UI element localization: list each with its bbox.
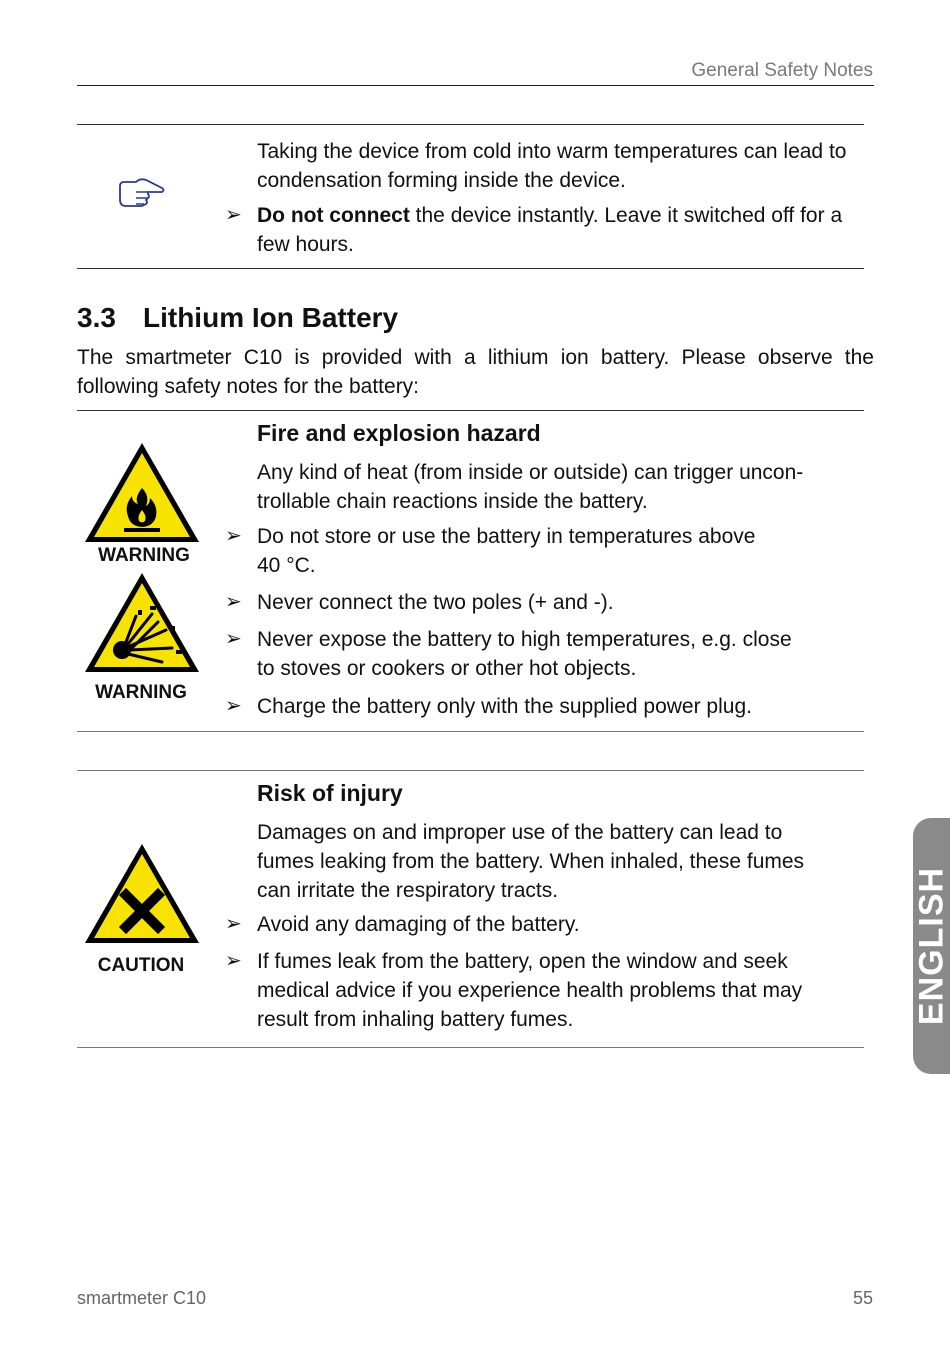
fire-block-text — [257, 458, 857, 516]
explosive-warning-icon — [82, 570, 202, 678]
warning-label-fire: WARNING — [98, 545, 190, 566]
fire-bullet-4 — [225, 692, 845, 722]
bullet-line: If fumes leak from the battery, open the window and seek — [257, 950, 788, 973]
fire-text-line-2: trollable chain reactions inside the battery. — [257, 490, 648, 513]
fire-bullet-3 — [225, 625, 845, 685]
injury-text-line: fumes leaking from the battery. When inhaled, these fumes — [257, 850, 805, 873]
injury-bullet-1 — [225, 910, 845, 940]
bullet-line: result from inhaling battery fumes. — [257, 1008, 574, 1031]
arrow-bullet-icon: ➢ — [225, 591, 242, 613]
bullet-line: Avoid any damaging of the battery. — [257, 913, 580, 936]
language-tab — [913, 818, 950, 1074]
bullet-line: medical advice if you experience health problems that may — [257, 979, 803, 1002]
note-text: Taking the device from cold into warm temperatures can lead to condensation forming inside the device. — [257, 140, 847, 192]
arrow-bullet-icon: ➢ — [225, 695, 242, 717]
bullet-line: Never connect the two poles (+ and -). — [257, 591, 614, 614]
running-header: General Safety Notes — [691, 60, 873, 81]
harmful-irritant-icon — [82, 841, 202, 949]
bullet-line: 40 °C. — [257, 554, 316, 577]
section-number: 3.3 — [77, 302, 116, 333]
caution-label: CAUTION — [97, 955, 185, 976]
note-bullet-text: the device instantly. Leave it switched off for a few hours. — [257, 204, 843, 256]
fire-block-bottom-rule — [77, 731, 864, 732]
pointing-hand-icon — [118, 176, 166, 208]
injury-block-top-rule — [77, 770, 864, 771]
section-heading — [77, 302, 398, 334]
warning-label-explosive: WARNING — [95, 682, 187, 703]
fire-bullet-2 — [225, 588, 845, 618]
section-intro: The smartmeter C10 is provided with a lithium ion battery. Please observe the following safety notes for the battery: — [77, 346, 874, 398]
bullet-line: Do not store or use the battery in temperatures above — [257, 525, 756, 548]
injury-text-line: Damages on and improper use of the battery can lead to — [257, 821, 783, 844]
flammable-warning-icon — [82, 440, 202, 548]
arrow-bullet-icon: ➢ — [225, 950, 242, 972]
fire-block-title: Fire and explosion hazard — [257, 420, 541, 446]
injury-block-text — [257, 818, 857, 905]
header-rule — [77, 85, 874, 86]
arrow-bullet-icon: ➢ — [225, 628, 242, 650]
bullet-line: Charge the battery only with the supplied power plug. — [257, 695, 752, 718]
bullet-line: to stoves or cookers or other hot objects. — [257, 657, 637, 680]
note-bullet — [225, 201, 845, 261]
bullet-line: Never expose the battery to high temperatures, e.g. close — [257, 628, 792, 651]
injury-block-title: Risk of injury — [257, 780, 403, 806]
page-number: 55 — [852, 1288, 873, 1308]
fire-bullet-1 — [225, 522, 845, 582]
fire-text-line-1: Any kind of heat (from inside or outside) can trigger uncon- — [257, 461, 804, 484]
language-tab-label: ENGLISH — [912, 866, 950, 1026]
note-bullet-bold: Do not connect — [257, 204, 410, 227]
arrow-bullet-icon: ➢ — [225, 204, 242, 226]
note-bottom-rule — [77, 268, 864, 269]
fire-block-top-rule — [77, 410, 864, 411]
injury-block-bottom-rule — [77, 1047, 864, 1048]
section-title: Lithium Ion Battery — [143, 302, 399, 333]
note-top-rule — [77, 124, 864, 125]
injury-text-line: can irritate the respiratory tracts. — [257, 879, 559, 902]
footer-product: smartmeter C10 — [77, 1288, 207, 1308]
arrow-bullet-icon: ➢ — [225, 525, 242, 547]
arrow-bullet-icon: ➢ — [225, 913, 242, 935]
injury-bullet-2 — [225, 947, 845, 1037]
